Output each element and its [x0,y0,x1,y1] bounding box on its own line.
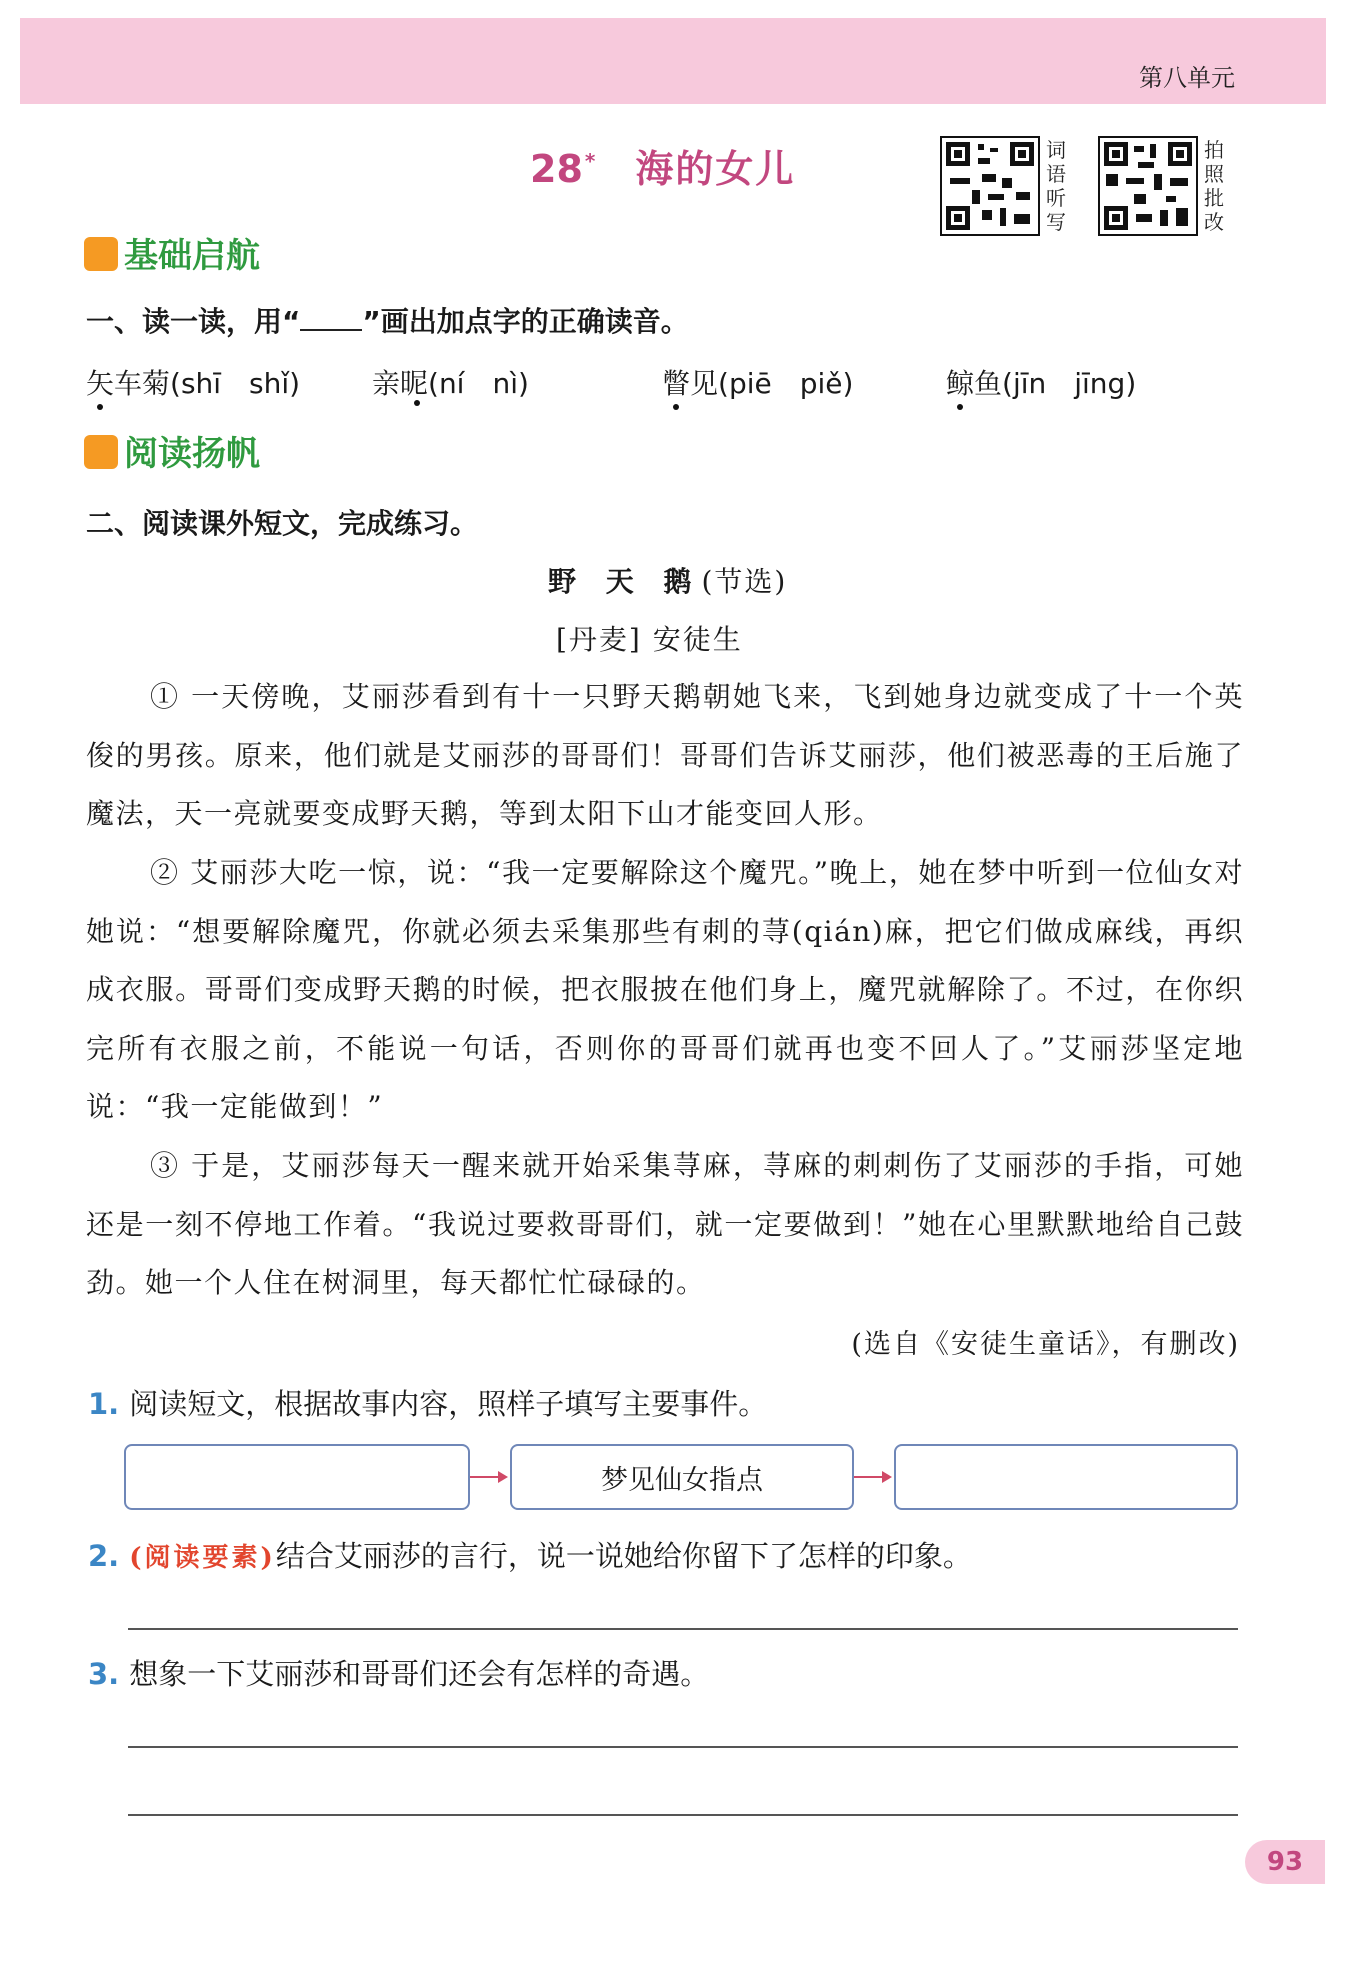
answer-line[interactable] [128,1628,1238,1630]
passage-title [548,560,787,600]
arrow-right-icon [882,1471,892,1483]
emphasis-dot [414,400,420,406]
qr-label-photo-grading: 拍照批改 [1204,138,1224,234]
question-number: 1. [88,1387,120,1421]
pinyin-item-text: 鱼(jīn jīng) [974,367,1137,400]
pinyin-item-prefix: 亲 [372,367,401,400]
q1-heading [86,300,689,340]
lesson-mark: * [584,149,596,174]
event-box-example: 梦见仙女指点 [510,1444,854,1510]
question-text: 结合艾丽莎的言行，说一说她给你留下了怎样的印象。 [275,1539,972,1573]
event-answer-box-1[interactable] [124,1444,470,1510]
lesson-number: 28 [530,147,583,191]
passage-author: [丹麦] 安徒生 [556,623,743,656]
answer-line[interactable] [128,1746,1238,1748]
section-reading-title: 阅读扬帆 [124,434,260,474]
pinyin-item-text: 昵(ní nì) [400,367,529,400]
underline-sample [300,309,362,331]
section-reading [84,426,260,475]
passage-paragraph: ② 艾丽莎大吃一惊，说：“我一定要解除这个魔咒。”晚上，她在梦中听到一位仙女对她说：“想要解除魔咒，你就必须去采集那些有刺的荨(qián)麻，把它们做成麻线，再织成衣服。哥哥们变成野天鹅的时候，把衣服披在他们身上，魔咒就解除了。不过，在你织完所有衣服之前，不能说一句话，否则你的哥哥们就再也变不回人了。”艾丽莎坚定地说：“我一定能做到！” [86,856,1244,1123]
pinyin-item [946,362,1136,402]
q1-prefix: 一、读一读，用“ [86,305,301,338]
event-answer-box-3[interactable] [894,1444,1238,1510]
section-basics [84,228,260,277]
header-band [20,18,1326,104]
arrow-right-icon [498,1471,508,1483]
dotted-char: 鲸 [946,367,975,400]
pinyin-item [372,362,529,402]
question-text: 阅读短文，根据故事内容，照样子填写主要事件。 [129,1387,768,1421]
answer-line[interactable] [128,1814,1238,1816]
reading-element-tag: (阅读要素) [129,1543,276,1573]
question-3 [88,1652,709,1693]
dotted-char: 矢 [86,367,115,400]
flow-arrow [470,1476,498,1478]
question-1 [88,1382,767,1423]
question-2 [88,1534,972,1575]
section-basics-title: 基础启航 [124,236,260,276]
passage-title-text: 野 天 鹅 [548,565,702,598]
q2-heading: 二、阅读课外短文，完成练习。 [86,507,479,540]
passage-paragraph: ① 一天傍晚，艾丽莎看到有十一只野天鹅朝她飞来，飞到她身边就变成了十一个英俊的男孩。原来，他们就是艾丽莎的哥哥们！哥哥们告诉艾丽莎，他们被恶毒的王后施了魔法，天一亮就要变成野天鹅，等到太阳下山才能变回人形。 [86,680,1244,830]
dotted-char: 瞥 [662,367,691,400]
passage-source: (选自《安徒生童话》，有删改) [851,1329,1240,1360]
page-number: 93 [1245,1840,1325,1884]
question-text: 想象一下艾丽莎和哥哥们还会有怎样的奇遇。 [129,1657,710,1691]
pinyin-item-text: 车菊(shī shǐ) [114,367,301,400]
lesson-title-text: 海的女儿 [635,147,796,191]
anchor-icon [84,237,118,271]
lesson-title [530,138,795,193]
pinyin-item [662,362,853,402]
qr-label-dictation: 词语听写 [1046,138,1066,234]
unit-label: 第八单元 [1139,64,1235,92]
pinyin-item-text: 见(piē piě) [690,367,854,400]
qr-code-photo-grading[interactable] [1098,136,1198,236]
q1-suffix: ”画出加点字的正确读音。 [362,305,689,338]
sail-icon [84,435,118,469]
passage-subtitle: (节选) [701,565,788,598]
pinyin-item [86,362,300,402]
question-number: 3. [88,1657,120,1691]
passage-paragraph: ③ 于是，艾丽莎每天一醒来就开始采集荨麻，荨麻的刺刺伤了艾丽莎的手指，可她还是一刻不停地工作着。“我说过要救哥哥们，就一定要做到！”她在心里默默地给自己鼓劲。她一个人住在树洞里，每天都忙忙碌碌的。 [86,1149,1244,1299]
question-number: 2. [88,1539,120,1573]
flow-arrow [854,1476,882,1478]
qr-code-dictation[interactable] [940,136,1040,236]
